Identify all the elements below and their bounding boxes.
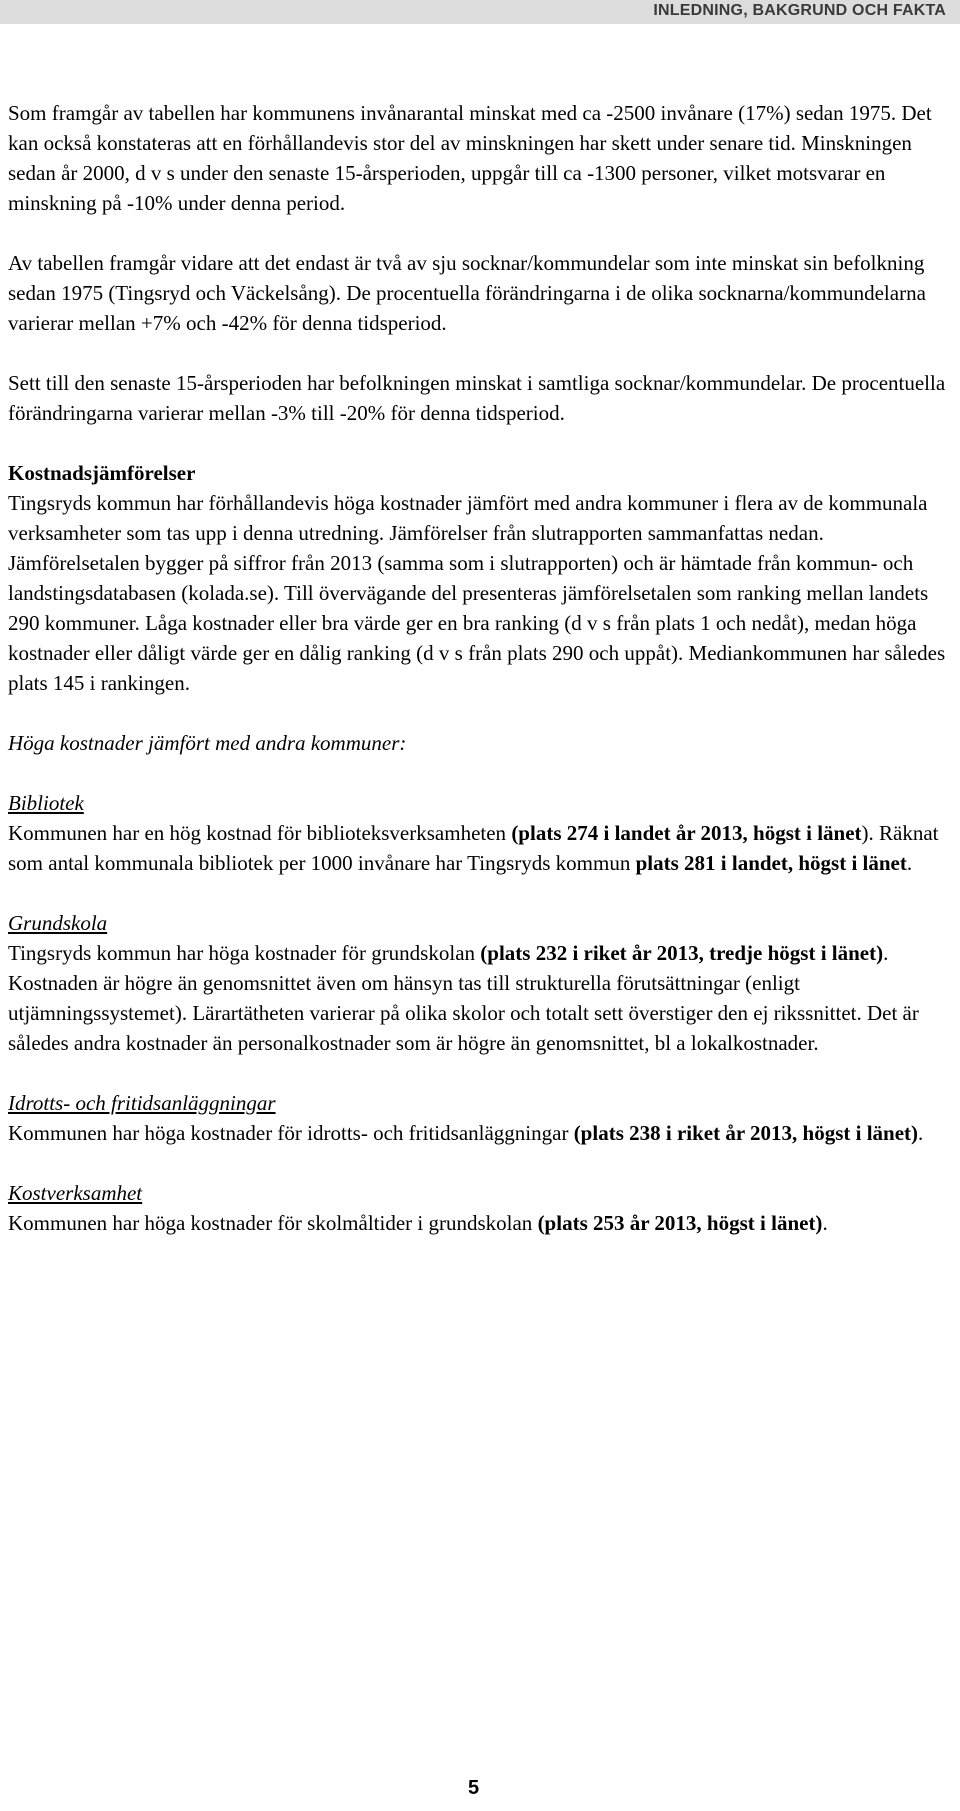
text-run: Kommunen har en hög kostnad för biblioteksverksamheten bbox=[8, 821, 512, 845]
paragraph-recent-period: Sett till den senaste 15-årsperioden har befolkningen minskat i samtliga socknar/kommundelar. De procentuella förändringarna varierar mellan -3% till -20% för denna tidsperiod. bbox=[8, 371, 946, 425]
section-heading-kostnadsjamforelser: Kostnadsjämförelser bbox=[8, 461, 196, 485]
text-run: . Kostnaden är högre än genomsnittet även om hänsyn tas till strukturella förutsättningar (enligt utjämningssystemet). Lärartätheten varierar på olika skolor och totalt sett överstiger den ej rikssnittet. Det är således andra kostnader än personalkostnader som är högre än genomsnittet, bl a lokalkostnader. bbox=[8, 941, 919, 1055]
text-run: . bbox=[906, 851, 913, 875]
bold-run: (plats 238 i riket år 2013, högst i länet) bbox=[573, 1121, 919, 1145]
bold-run: (plats 274 i landet år 2013, högst i länet bbox=[511, 821, 862, 845]
text-run: . bbox=[918, 1121, 924, 1145]
subheading-idrott: Idrotts- och fritidsanläggningar bbox=[8, 1091, 276, 1115]
text-run: . bbox=[822, 1211, 828, 1235]
page-header bbox=[0, 0, 960, 24]
text-run: Kommunen har höga kostnader för skolmåltider i grundskolan bbox=[8, 1211, 538, 1235]
paragraph-population-decline: Som framgår av tabellen har kommunens invånarantal minskat med ca -2500 invånare (17%) sedan 1975. Det kan också konstateras att en förhållandevis stor del av minskningen har skett under senare tid. Minskningen sedan år 2000, d v s under den senaste 15-årsperioden, uppgår till ca -1300 personer, vilket motsvarar en minskning på -10% under denna period. bbox=[8, 101, 932, 215]
document-body bbox=[8, 98, 958, 1238]
text-run: Tingsryds kommun har höga kostnader för grundskolan bbox=[8, 941, 481, 965]
paragraph-grundskola bbox=[8, 938, 958, 1058]
subheading-grundskola: Grundskola bbox=[8, 911, 108, 935]
bold-run: (plats 253 år 2013, högst i länet) bbox=[537, 1211, 823, 1235]
paragraph-kostverksamhet bbox=[8, 1208, 958, 1238]
header-title: INLEDNING, BAKGRUND OCH FAKTA bbox=[653, 2, 946, 19]
paragraph-parish-changes: Av tabellen framgår vidare att det endast är två av sju socknar/kommundelar som inte minskat sin befolkning sedan 1975 (Tingsryd och Väckelsång). De procentuella förändringarna i de olika socknarna/kommundelarna varierar mellan +7% och -42% för denna tidsperiod. bbox=[8, 251, 926, 335]
paragraph-idrott bbox=[8, 1118, 958, 1148]
page-number: 5 bbox=[468, 1777, 480, 1799]
bold-run: plats 281 i landet, högst i länet bbox=[635, 851, 907, 875]
text-run: Kommunen har höga kostnader för idrotts- och fritidsanläggningar bbox=[8, 1121, 574, 1145]
text-run: ). Räknat som antal kommunala bibliotek per 1000 invånare har Tingsryds kommun bbox=[8, 821, 939, 875]
bold-run: (plats 232 i riket år 2013, tredje högst i länet) bbox=[480, 941, 884, 965]
paragraph-bibliotek bbox=[8, 818, 958, 878]
subheading-bibliotek: Bibliotek bbox=[8, 791, 84, 815]
section-heading-hoga-kostnader: Höga kostnader jämfört med andra kommuner: bbox=[8, 731, 407, 755]
subheading-kostverksamhet: Kostverksamhet bbox=[8, 1181, 143, 1205]
paragraph-kostnadsjamforelser: Tingsryds kommun har förhållandevis höga kostnader jämfört med andra kommuner i flera av de kommunala verksamheter som tas upp i denna utredning. Jämförelser från slutrapporten sammanfattas nedan. Jämförelsetalen bygger på siffror från 2013 (samma som i slutrapporten) och är hämtade från kommun- och landstingsdatabasen (kolada.se). Till övervägande del presenteras jämförelsetalen som ranking mellan landets 290 kommuner. Låga kostnader eller bra värde ger en bra ranking (d v s från plats 1 och nedåt), medan höga kostnader eller dåligt värde ger en dålig ranking (d v s från plats 290 och uppåt). Mediankommunen har således plats 145 i rankingen. bbox=[8, 491, 946, 695]
